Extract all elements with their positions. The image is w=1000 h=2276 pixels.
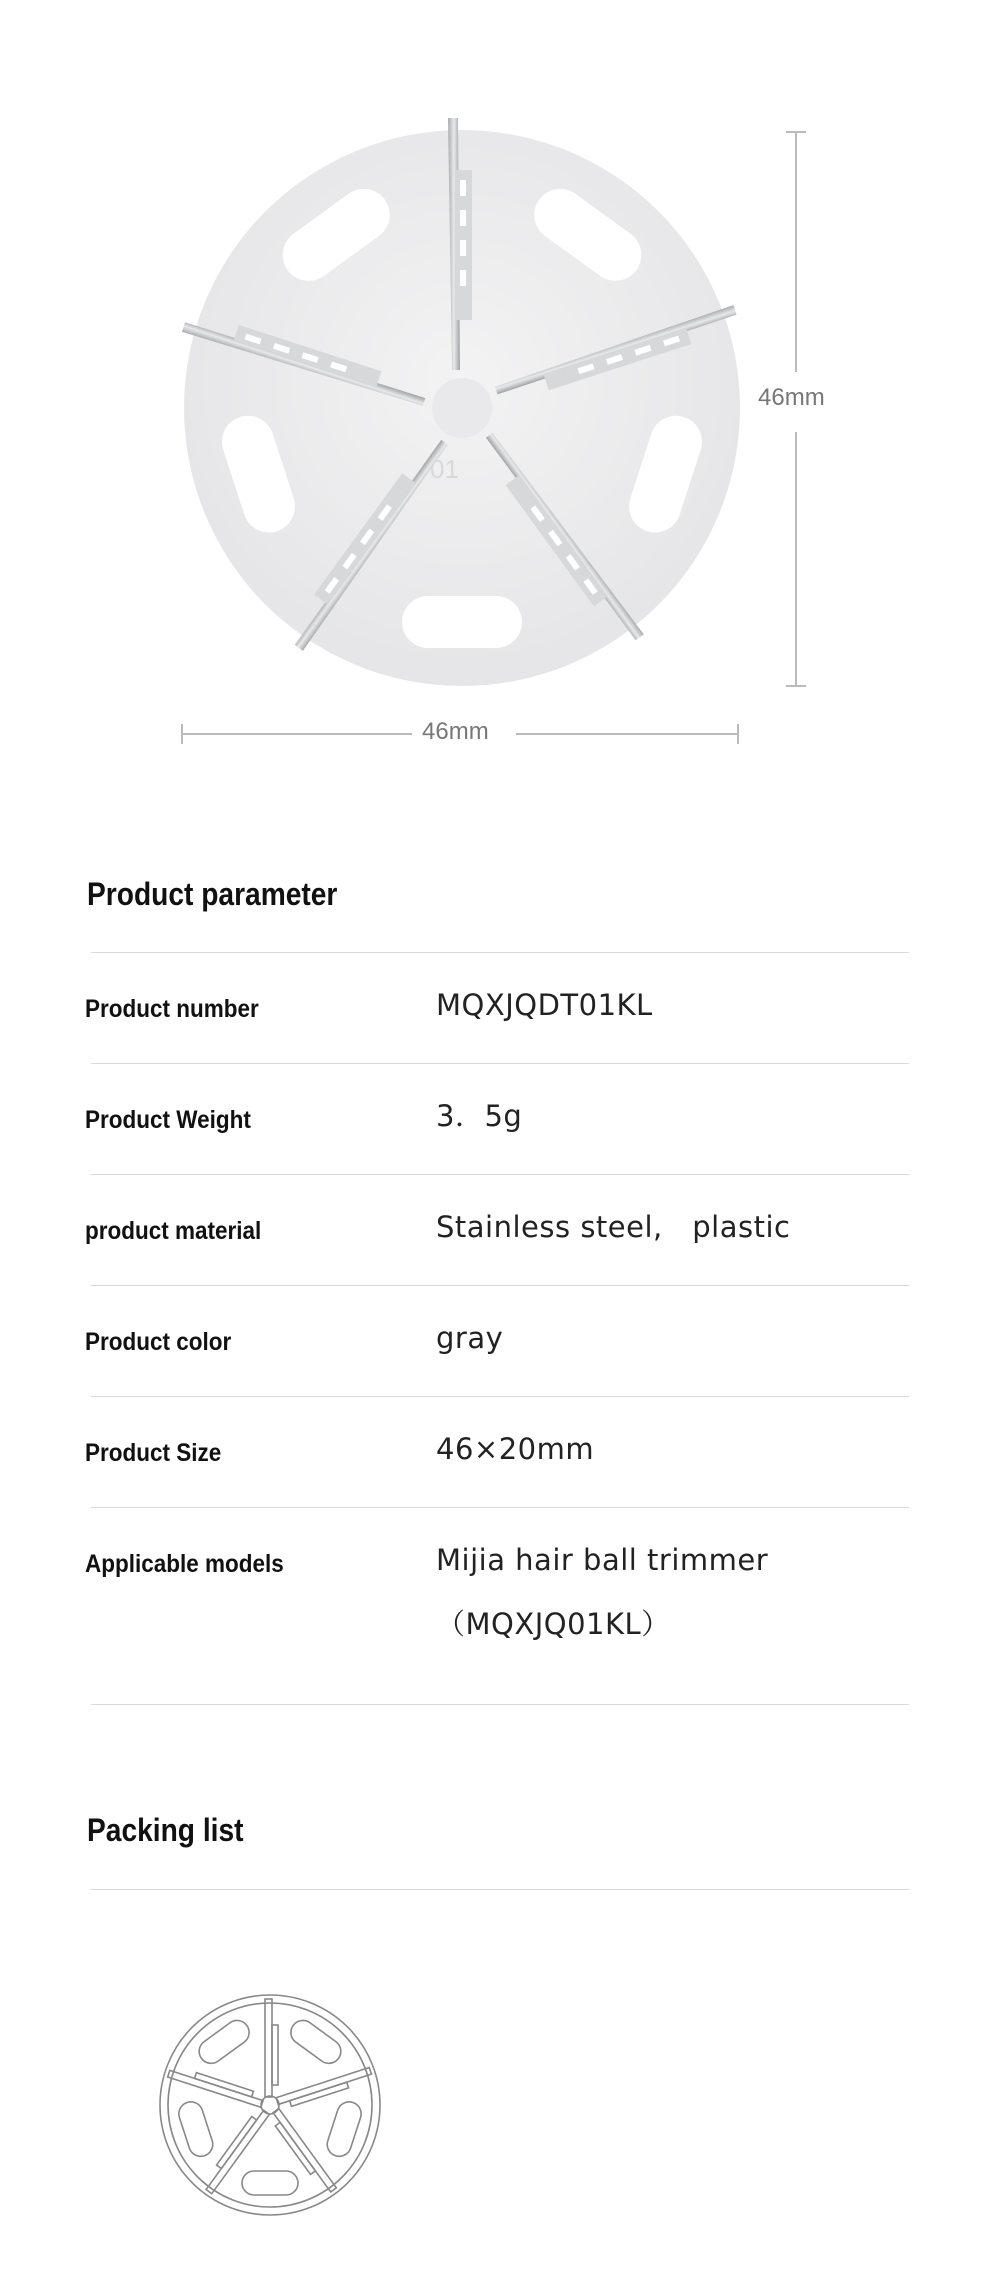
param-label: Product number — [85, 995, 259, 1023]
param-row-size — [0, 1397, 1000, 1507]
divider — [91, 1889, 909, 1890]
divider — [91, 1704, 909, 1705]
param-row-color — [0, 1286, 1000, 1396]
product-hero — [0, 0, 1000, 780]
param-row-number — [0, 953, 1000, 1063]
param-value: 3．5g — [436, 1099, 523, 1133]
blade-disc-outline-icon — [150, 1985, 390, 2225]
param-label: Product color — [85, 1328, 232, 1356]
param-row-weight — [0, 1064, 1000, 1174]
param-value-line1: Mijia hair ball trimmer — [436, 1543, 769, 1577]
param-label: Applicable models — [85, 1550, 284, 1578]
param-row-models — [0, 1508, 1000, 1704]
svg-text:01: 01 — [430, 454, 459, 484]
param-value: 46×20mm — [436, 1432, 595, 1466]
param-label: Product Size — [85, 1439, 222, 1467]
section-title-packing: Packing list — [87, 1812, 244, 1848]
dimension-height-label: 46mm — [758, 384, 825, 411]
param-label: Product Weight — [85, 1106, 251, 1134]
dimension-width-label: 46mm — [422, 718, 489, 745]
param-value: Stainless steel, plastic — [436, 1210, 791, 1244]
section-title-parameters: Product parameter — [87, 876, 338, 912]
param-label: product material — [85, 1217, 262, 1245]
param-value: gray — [436, 1321, 504, 1355]
param-value-line2: （MQXJQ01KL） — [436, 1607, 671, 1641]
param-row-material — [0, 1175, 1000, 1285]
blade-disc-product-image — [0, 0, 1000, 780]
param-value: MQXJQDT01KL — [436, 988, 653, 1022]
